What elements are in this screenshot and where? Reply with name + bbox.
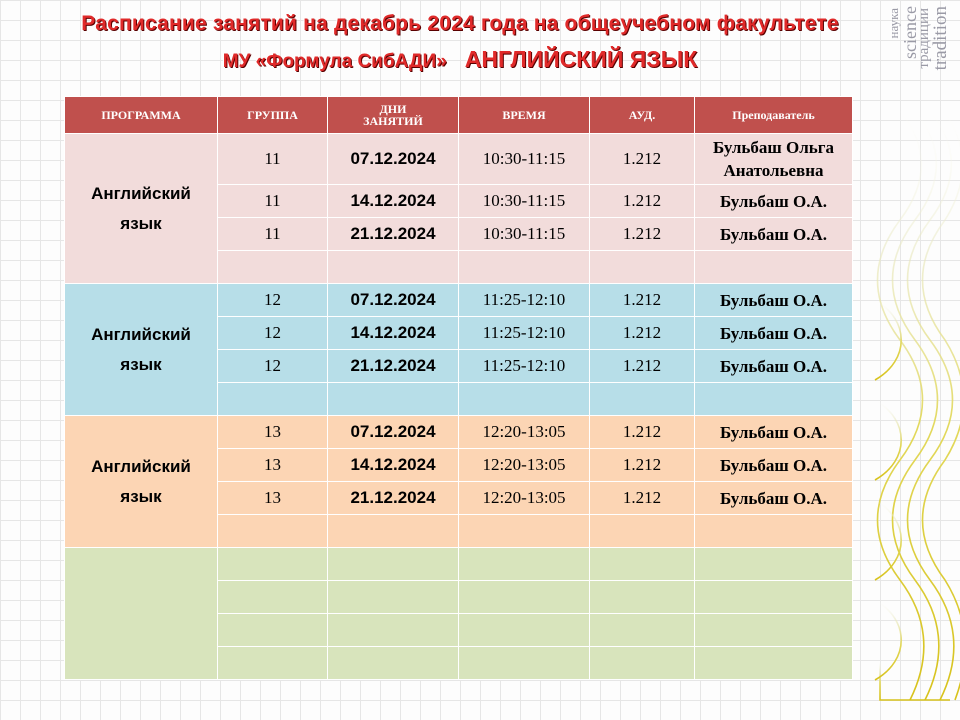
group-cell: 12	[218, 350, 328, 383]
teacher-cell: Бульбаш О.А.	[695, 416, 853, 449]
empty-cell	[459, 647, 590, 680]
program-name-line2: язык	[120, 213, 162, 233]
empty-cell	[328, 515, 459, 548]
date-cell: 21.12.2024	[328, 350, 459, 383]
room-cell: 1.212	[590, 134, 695, 185]
program-name-line2: язык	[120, 486, 162, 506]
program-name-line2: язык	[120, 354, 162, 374]
empty-cell	[695, 515, 853, 548]
date-cell: 14.12.2024	[328, 449, 459, 482]
group-cell: 12	[218, 284, 328, 317]
teacher-cell: Бульбаш О.А.	[695, 482, 853, 515]
date-cell: 07.12.2024	[328, 284, 459, 317]
empty-cell	[695, 614, 853, 647]
empty-cell	[459, 383, 590, 416]
empty-cell	[590, 581, 695, 614]
program-name-line1: Английский	[91, 324, 191, 344]
empty-cell	[590, 383, 695, 416]
table-row	[65, 134, 853, 185]
room-cell: 1.212	[590, 185, 695, 218]
program-name-line1: Английский	[91, 183, 191, 203]
group-cell: 11	[218, 218, 328, 251]
empty-cell	[590, 647, 695, 680]
empty-cell	[695, 251, 853, 284]
group-cell: 11	[218, 134, 328, 185]
time-cell: 10:30-11:15	[459, 134, 590, 185]
empty-cell	[328, 251, 459, 284]
empty-cell	[459, 614, 590, 647]
empty-cell	[459, 515, 590, 548]
group-cell: 13	[218, 416, 328, 449]
group-cell: 13	[218, 449, 328, 482]
empty-cell	[328, 548, 459, 581]
program-cell	[65, 284, 218, 416]
empty-cell	[218, 383, 328, 416]
empty-cell	[459, 548, 590, 581]
empty-cell	[218, 251, 328, 284]
time-cell: 10:30-11:15	[459, 218, 590, 251]
group-cell: 12	[218, 317, 328, 350]
teacher-cell: Бульбаш О.А.	[695, 449, 853, 482]
time-cell: 12:20-13:05	[459, 482, 590, 515]
empty-cell	[218, 647, 328, 680]
empty-cell	[328, 581, 459, 614]
program-name-line1: Английский	[91, 456, 191, 476]
program-cell	[65, 416, 218, 548]
date-cell: 14.12.2024	[328, 317, 459, 350]
empty-cell	[328, 383, 459, 416]
empty-cell	[695, 383, 853, 416]
table-row	[65, 284, 853, 317]
room-cell: 1.212	[590, 284, 695, 317]
header-days-line2: ЗАНЯТИЙ	[363, 114, 423, 128]
header-group: ГРУППА	[218, 97, 328, 134]
room-cell: 1.212	[590, 218, 695, 251]
date-cell: 07.12.2024	[328, 416, 459, 449]
brand-word-traditsii: традиции	[916, 8, 932, 69]
brand-word-nauka: наука	[886, 8, 901, 39]
empty-cell	[590, 614, 695, 647]
schedule-subtitle	[60, 46, 860, 73]
empty-cell	[218, 581, 328, 614]
header-days	[328, 97, 459, 134]
schedule-title: Расписание занятий на декабрь 2024 года на общеучебном факультете	[81, 12, 839, 35]
time-cell: 11:25-12:10	[459, 317, 590, 350]
empty-cell	[459, 251, 590, 284]
room-cell: 1.212	[590, 449, 695, 482]
brand-logo	[886, 4, 951, 94]
empty-program-cell	[65, 548, 218, 680]
time-cell: 11:25-12:10	[459, 350, 590, 383]
empty-row	[65, 548, 853, 581]
table-row	[65, 416, 853, 449]
date-cell: 21.12.2024	[328, 218, 459, 251]
header-time: ВРЕМЯ	[459, 97, 590, 134]
table-header-row	[65, 97, 853, 134]
room-cell: 1.212	[590, 482, 695, 515]
teacher-cell: Бульбаш О.А.	[695, 350, 853, 383]
header-room: АУД.	[590, 97, 695, 134]
teacher-cell: Бульбаш О.А.	[695, 218, 853, 251]
time-cell: 10:30-11:15	[459, 185, 590, 218]
teacher-cell: Бульбаш О.А.	[695, 317, 853, 350]
schedule-table	[64, 96, 853, 680]
subtitle-prefix: МУ «Формула СибАДИ»	[222, 51, 447, 72]
empty-cell	[695, 548, 853, 581]
teacher-name-line1: Бульбаш Ольга	[713, 138, 834, 157]
header-teacher: Преподаватель	[695, 97, 853, 134]
date-cell: 07.12.2024	[328, 134, 459, 185]
date-cell: 14.12.2024	[328, 185, 459, 218]
teacher-name-line2: Анатольевна	[723, 161, 824, 180]
room-cell: 1.212	[590, 350, 695, 383]
empty-cell	[218, 548, 328, 581]
teacher-cell: Бульбаш О.А.	[695, 185, 853, 218]
date-cell: 21.12.2024	[328, 482, 459, 515]
room-cell: 1.212	[590, 416, 695, 449]
header-program: ПРОГРАММА	[65, 97, 218, 134]
empty-cell	[459, 581, 590, 614]
group-cell: 13	[218, 482, 328, 515]
empty-cell	[328, 614, 459, 647]
brand-word-science: science	[900, 6, 920, 59]
empty-cell	[328, 647, 459, 680]
empty-cell	[590, 548, 695, 581]
header-days-line1: ДНИ	[379, 102, 407, 116]
empty-cell	[590, 251, 695, 284]
brand-word-tradition: tradition	[930, 6, 951, 71]
group-cell: 11	[218, 185, 328, 218]
time-cell: 12:20-13:05	[459, 416, 590, 449]
room-cell: 1.212	[590, 317, 695, 350]
empty-cell	[218, 614, 328, 647]
teacher-cell	[695, 134, 853, 185]
time-cell: 12:20-13:05	[459, 449, 590, 482]
empty-cell	[218, 515, 328, 548]
teacher-cell: Бульбаш О.А.	[695, 284, 853, 317]
empty-cell	[590, 515, 695, 548]
decorative-ornament	[870, 100, 960, 710]
empty-cell	[695, 581, 853, 614]
subtitle-subject: АНГЛИЙСКИЙ ЯЗЫК	[464, 46, 698, 72]
time-cell: 11:25-12:10	[459, 284, 590, 317]
empty-cell	[695, 647, 853, 680]
program-cell	[65, 134, 218, 284]
